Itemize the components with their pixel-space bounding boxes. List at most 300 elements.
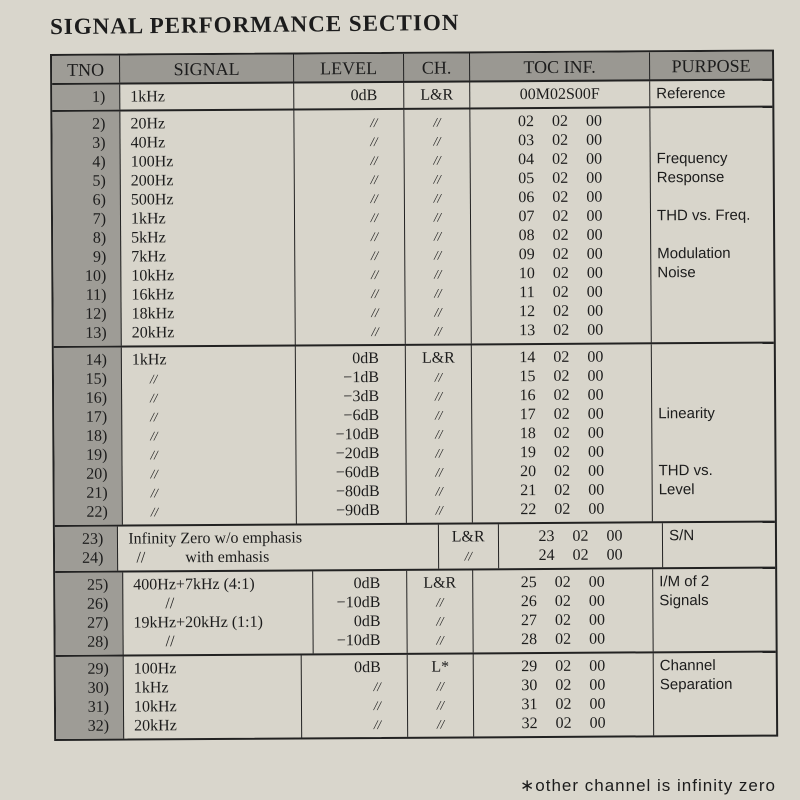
signal-value: // (150, 409, 158, 425)
toc-entry (499, 545, 662, 565)
toc-field: 02 (552, 150, 569, 168)
toc-field: 02 (554, 573, 571, 591)
toc-field: 00 (588, 592, 605, 610)
channel-value: // (434, 304, 442, 320)
track-number: 25) (86, 576, 109, 594)
channel-column (408, 654, 474, 736)
signal-column (123, 571, 313, 654)
purpose-text: I/M of 2 (659, 572, 710, 591)
toc-field: 02 (553, 302, 570, 320)
toc-field: 02 (572, 527, 589, 545)
toc-field: 00 (589, 630, 606, 648)
table-group (54, 344, 775, 527)
toc-field: 00 (587, 321, 604, 339)
channel-value: // (434, 247, 442, 263)
toc-field: 00 (586, 169, 603, 187)
track-number: 2) (92, 115, 106, 133)
toc-entry (470, 111, 649, 131)
channel-value: L&R (420, 86, 454, 104)
level-value: −80dB (335, 482, 380, 501)
table-group (55, 569, 775, 657)
toc-field: 02 (553, 386, 570, 404)
tno-column (54, 348, 123, 525)
channel-value: // (435, 407, 443, 423)
level-value: // (373, 697, 382, 714)
level-value: // (371, 323, 379, 340)
channel-value: // (433, 171, 441, 187)
toc-entry (472, 385, 651, 405)
channel-value: // (434, 323, 442, 339)
signal-value: 1kHz (131, 351, 167, 369)
purpose-text (658, 423, 774, 443)
toc-entry (473, 499, 652, 519)
level-value: −3dB (343, 387, 380, 406)
purpose-text (658, 366, 774, 386)
toc-field: 11 (519, 284, 535, 302)
toc-entry (471, 225, 650, 245)
toc-field: 14 (519, 349, 536, 367)
footnote: ∗other channel is infinity zero (520, 776, 776, 795)
track-number: 14) (85, 351, 107, 369)
track-number: 18) (85, 427, 108, 445)
page-title: SIGNAL PERFORMANCE SECTION (49, 9, 460, 40)
signal-value: 20kHz (134, 717, 177, 735)
toc-field: 25 (520, 574, 537, 592)
channel-value: // (436, 697, 445, 713)
toc-entry (472, 404, 651, 424)
toc-column (473, 569, 653, 652)
toc-entry (471, 263, 650, 283)
level-value: 0dB (353, 612, 381, 631)
toc-field: 02 (554, 462, 571, 480)
toc-entry (471, 282, 650, 302)
level-value: // (370, 190, 378, 207)
toc-entry (474, 694, 653, 714)
purpose-text: Response (656, 168, 725, 187)
toc-entry: 00M02S00F (519, 85, 600, 104)
toc-field: 00 (587, 348, 604, 366)
level-column (294, 83, 404, 109)
toc-column (470, 108, 651, 343)
toc-column (499, 523, 664, 568)
signal-column (124, 655, 302, 738)
toc-field: 00 (587, 405, 604, 423)
track-number: 11) (85, 286, 107, 304)
level-column (296, 346, 407, 524)
toc-entry (474, 675, 653, 695)
track-number: 28) (87, 633, 109, 651)
level-column (313, 571, 407, 654)
toc-entry (474, 713, 653, 733)
signal-table (50, 50, 778, 741)
level-value: −6dB (343, 406, 380, 425)
signal-value: 100Hz (130, 153, 174, 171)
level-value: // (371, 304, 379, 321)
toc-entry (470, 130, 649, 150)
signal-column (122, 347, 297, 525)
track-number: 17) (85, 408, 108, 426)
purpose-text (658, 385, 774, 405)
signal-value: 5kHz (131, 229, 166, 247)
header-signal: SIGNAL (120, 55, 294, 83)
level-value: 0dB (352, 349, 379, 368)
toc-field: 20 (520, 463, 537, 481)
track-number: 31) (87, 698, 110, 716)
toc-entry (472, 301, 651, 321)
toc-entry (472, 347, 651, 367)
channel-value: L* (431, 658, 450, 676)
purpose-text (658, 347, 774, 367)
level-value: // (370, 153, 378, 169)
toc-entry (473, 461, 652, 481)
toc-entry (472, 423, 651, 443)
signal-value: // (150, 390, 158, 406)
toc-field: 02 (517, 113, 534, 131)
purpose-text: Linearity (658, 404, 715, 423)
purpose-text: Modulation (657, 244, 731, 263)
toc-field: 00 (588, 573, 605, 591)
signal-column (118, 525, 439, 571)
toc-field: 00 (588, 611, 606, 629)
signal-value: // (133, 633, 175, 651)
purpose-column (653, 569, 775, 652)
purpose-text (658, 442, 774, 462)
toc-field: 02 (552, 283, 569, 301)
toc-entry (473, 572, 652, 592)
toc-field: 00 (588, 481, 605, 499)
purpose-text (657, 225, 773, 245)
purpose-text: Separation (659, 675, 733, 694)
purpose-text: S/N (669, 527, 695, 545)
tno-column (55, 527, 119, 571)
channel-value: // (433, 152, 441, 168)
toc-entry (471, 244, 650, 264)
signal-column (120, 111, 295, 346)
toc-field: 24 (538, 546, 555, 565)
toc-field: 30 (521, 677, 538, 695)
track-number: 24) (82, 549, 104, 567)
track-number: 21) (86, 484, 108, 502)
channel-column (404, 82, 470, 107)
toc-field: 00 (586, 245, 603, 263)
track-number: 27) (87, 614, 109, 632)
toc-entry (471, 206, 650, 226)
tno-column (56, 657, 124, 739)
toc-field: 13 (519, 322, 536, 340)
signal-value: 200Hz (130, 172, 174, 190)
level-value: −20dB (335, 444, 380, 463)
toc-field: 02 (552, 264, 569, 282)
track-number: 7) (92, 210, 107, 228)
signal-value: // (149, 371, 158, 387)
toc-field: 02 (551, 112, 568, 130)
signal-column (120, 84, 294, 110)
track-number: 32) (87, 717, 110, 735)
channel-value: // (435, 464, 443, 480)
purpose-column (663, 523, 775, 568)
toc-column (474, 653, 654, 736)
channel-value: // (434, 266, 442, 282)
channel-value: // (464, 548, 472, 564)
toc-field: 28 (521, 631, 538, 649)
channel-value: // (436, 716, 445, 732)
table-group (56, 653, 776, 739)
toc-entry (471, 187, 650, 207)
track-number: 15) (85, 370, 108, 388)
channel-value: // (433, 209, 442, 225)
purpose-text (657, 187, 773, 207)
toc-field: 22 (520, 501, 537, 519)
signal-value: 10kHz (131, 267, 175, 285)
level-column (294, 110, 405, 345)
table-group (55, 523, 775, 573)
signal-value: 500Hz (130, 191, 174, 209)
channel-value: // (435, 426, 443, 442)
purpose-text: Frequency (656, 149, 728, 168)
header-tno: TNO (52, 56, 120, 83)
level-value: // (370, 209, 379, 226)
toc-field: 02 (554, 481, 571, 499)
level-value: −1dB (343, 368, 380, 387)
toc-field: 02 (551, 131, 569, 149)
channel-value: // (433, 190, 442, 206)
toc-field: 32 (521, 715, 538, 733)
toc-field: 02 (555, 695, 572, 713)
channel-value: L&R (451, 528, 485, 546)
toc-field: 00 (586, 283, 603, 301)
tno-column (52, 112, 121, 346)
toc-field: 21 (520, 482, 537, 500)
toc-field: 27 (520, 612, 538, 630)
toc-field: 00 (586, 207, 603, 225)
toc-entry (473, 591, 652, 611)
signal-value: 16kHz (131, 286, 175, 304)
channel-value: // (435, 445, 443, 461)
signal-value: // (150, 466, 158, 482)
level-value: // (370, 115, 378, 131)
toc-field: 16 (519, 387, 536, 405)
channel-value: // (433, 133, 441, 149)
channel-column (406, 345, 473, 522)
toc-field: 00 (587, 386, 604, 404)
toc-field: 02 (553, 405, 570, 423)
level-value: // (373, 678, 381, 695)
signal-value: 10kHz (133, 698, 177, 716)
level-value: −10dB (336, 593, 381, 612)
toc-field: 02 (553, 348, 570, 366)
toc-field: 31 (521, 696, 538, 714)
track-number: 22) (86, 503, 108, 521)
track-number: 9) (92, 248, 107, 266)
purpose-column (650, 81, 772, 107)
toc-entry (474, 656, 653, 676)
toc-field: 00 (585, 112, 602, 130)
toc-field: 02 (555, 714, 572, 732)
toc-field: 00 (586, 150, 603, 168)
level-value: −60dB (335, 463, 380, 482)
toc-field: 02 (553, 424, 570, 442)
level-value: −90dB (336, 501, 380, 520)
toc-field: 00 (587, 424, 604, 442)
purpose-text: Reference (656, 84, 726, 103)
level-value: 0dB (350, 87, 378, 105)
toc-field: 04 (518, 151, 535, 169)
toc-field: 02 (555, 657, 572, 675)
signal-value: // (150, 504, 159, 520)
signal-value: 20Hz (130, 115, 166, 133)
toc-entry (472, 366, 651, 386)
signal-value: // with emhasis (128, 548, 270, 567)
toc-field: 00 (589, 676, 606, 694)
level-value: // (370, 228, 379, 245)
toc-field: 02 (552, 188, 569, 206)
toc-entry (471, 168, 650, 188)
toc-column (472, 344, 653, 522)
purpose-text: Signals (659, 591, 709, 610)
purpose-column (654, 653, 776, 736)
track-number: 6) (92, 191, 106, 209)
tno-column (52, 85, 120, 110)
toc-field: 00 (588, 462, 605, 480)
toc-field: 02 (555, 676, 572, 694)
toc-entry (471, 149, 650, 169)
toc-field: 19 (519, 444, 536, 462)
track-number: 10) (84, 267, 107, 285)
toc-field: 00 (586, 264, 603, 282)
signal-value: 20kHz (131, 324, 175, 342)
level-value: // (370, 247, 379, 264)
toc-field: 05 (518, 170, 535, 188)
toc-field: 09 (518, 246, 535, 264)
track-number: 19) (86, 446, 108, 464)
toc-field: 02 (552, 207, 569, 225)
toc-field: 00 (606, 527, 623, 545)
toc-field: 29 (521, 658, 538, 676)
channel-value: // (433, 114, 441, 130)
level-value: 0dB (354, 658, 381, 677)
track-number: 1) (91, 88, 106, 106)
tno-column (55, 573, 123, 655)
signal-value: // (150, 428, 158, 444)
header-purpose: PURPOSE (671, 55, 751, 77)
track-number: 13) (85, 324, 107, 342)
level-value: 0dB (353, 574, 381, 593)
channel-value: // (433, 228, 442, 244)
toc-field: 02 (553, 443, 570, 461)
track-number: 20) (86, 465, 108, 483)
toc-field: 02 (554, 500, 571, 518)
purpose-text: Level (658, 481, 695, 499)
channel-value: // (436, 594, 444, 610)
purpose-text: Channel (659, 656, 716, 675)
toc-entry (473, 480, 652, 500)
table-header (52, 52, 772, 85)
channel-value: // (435, 483, 443, 499)
signal-value: // (133, 595, 175, 613)
toc-field: 02 (554, 611, 572, 629)
header-level: LEVEL (294, 54, 404, 82)
toc-entry (473, 610, 652, 630)
toc-entry (499, 526, 662, 546)
signal-value: // (150, 447, 158, 463)
channel-value: // (436, 678, 445, 694)
toc-field: 02 (555, 630, 572, 648)
toc-field: 10 (518, 265, 535, 283)
toc-field: 15 (519, 368, 536, 386)
toc-field: 00 (589, 714, 606, 732)
toc-field: 00 (587, 443, 604, 461)
toc-field: 00 (606, 546, 623, 564)
header-ch: CH. (404, 53, 470, 80)
channel-value: // (434, 369, 443, 385)
signal-value: Infinity Zero w/o emphasis (128, 529, 303, 548)
toc-entry (474, 629, 653, 649)
channel-value: // (434, 285, 442, 301)
toc-field: 00 (589, 695, 606, 713)
level-value: // (371, 285, 379, 302)
track-number: 16) (85, 389, 108, 407)
toc-field: 03 (517, 132, 535, 150)
toc-field: 18 (519, 425, 536, 443)
toc-field: 02 (572, 546, 589, 564)
purpose-text (656, 130, 772, 150)
signal-value: 1kHz (133, 679, 169, 697)
toc-field: 26 (520, 593, 537, 611)
channel-value: // (435, 502, 443, 518)
toc-entry (472, 320, 651, 340)
signal-value: 19kHz+20kHz (1:1) (133, 613, 263, 632)
level-value: −10dB (335, 425, 380, 444)
toc-field: 02 (554, 592, 571, 610)
level-value: // (370, 134, 378, 150)
track-number: 4) (92, 153, 106, 171)
channel-value: // (436, 632, 444, 648)
toc-field: 02 (552, 226, 569, 244)
track-number: 5) (92, 172, 106, 190)
toc-field: 00 (588, 500, 605, 518)
track-number: 3) (92, 134, 106, 152)
channel-value: // (436, 613, 444, 629)
header-toc: TOC INF. (470, 52, 650, 80)
toc-field: 17 (519, 406, 536, 424)
purpose-text: Noise (657, 264, 696, 282)
toc-field: 02 (552, 245, 569, 263)
toc-field: 00 (585, 131, 603, 149)
track-number: 29) (87, 660, 109, 678)
signal-value: // (150, 485, 158, 501)
purpose-text (656, 111, 772, 131)
level-value: // (370, 172, 378, 188)
toc-entry (472, 442, 651, 462)
toc-field: 23 (538, 527, 555, 546)
purpose-column (650, 108, 773, 343)
level-column (302, 655, 408, 738)
toc-field: 00 (587, 302, 604, 320)
channel-column (407, 570, 473, 652)
toc-column (470, 81, 650, 107)
toc-field: 00 (586, 188, 603, 206)
track-number: 26) (86, 595, 109, 613)
signal-value: 7kHz (131, 248, 166, 266)
track-number: 8) (92, 229, 107, 247)
purpose-text: THD vs. (658, 461, 713, 480)
level-value: // (373, 716, 382, 733)
signal-value: 100Hz (133, 660, 177, 678)
signal-value: 1kHz (130, 210, 166, 228)
table-group (52, 108, 773, 348)
toc-field: 06 (518, 189, 535, 207)
toc-field: 00 (586, 226, 603, 244)
